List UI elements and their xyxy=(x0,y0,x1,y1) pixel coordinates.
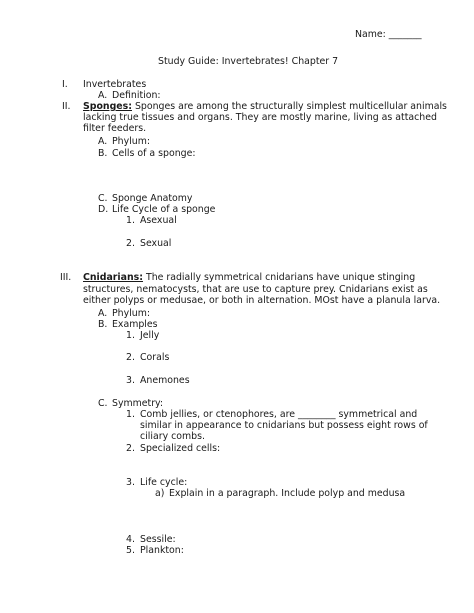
comb-jellies-text: similar in appearance to cnidarians but possess eight rows of xyxy=(140,420,428,431)
sponge-cells-label: Cells of a sponge: xyxy=(112,148,196,159)
specialized-cells-label: Specialized cells: xyxy=(140,443,221,454)
section-number: II. xyxy=(62,101,71,112)
cnidarians-intro xyxy=(83,272,415,283)
sponge-life-cycle-label: Life Cycle of a sponge xyxy=(112,204,216,215)
cnidarians-description: structures, nematocysts, that are use to capture prey. Cnidarians exist as xyxy=(83,284,428,295)
sponges-description: lacking true tissues and organs. They are mostly marine, living as attached xyxy=(83,112,437,123)
page-title: Study Guide: Invertebrates! Chapter 7 xyxy=(158,56,339,67)
outline-letter: B. xyxy=(98,148,108,159)
outline-number: 4. xyxy=(126,534,135,545)
outline-letter: A. xyxy=(98,90,108,101)
cnidarians-term: Cnidarians: xyxy=(83,272,143,283)
outline-number: 2. xyxy=(126,352,135,363)
section-number: I. xyxy=(62,79,68,90)
outline-number: 3. xyxy=(126,375,135,386)
sexual-label: Sexual xyxy=(140,238,172,249)
name-field-label: Name: _______ xyxy=(355,29,422,40)
life-cycle-label: Life cycle: xyxy=(140,477,188,488)
anemones-label: Anemones xyxy=(140,375,190,386)
cnidarians-description: The radially symmetrical cnidarians have unique stinging xyxy=(142,272,416,283)
outline-number: 3. xyxy=(126,477,135,488)
phylum-label: Phylum: xyxy=(112,308,150,319)
sponges-intro xyxy=(83,101,447,112)
cnidarians-description: either polyps or medusae, or both in alternation. MOst have a planula larva. xyxy=(83,295,441,306)
outline-number: 2. xyxy=(126,443,135,454)
outline-number: 1. xyxy=(126,330,135,341)
sessile-label: Sessile: xyxy=(140,534,176,545)
section-number: III. xyxy=(60,272,72,283)
asexual-label: Asexual xyxy=(140,215,177,226)
outline-number: 1. xyxy=(126,409,135,420)
outline-letter: A. xyxy=(98,308,108,319)
sponges-description: Sponges are among the structurally simplest multicellular animals xyxy=(131,101,447,112)
outline-letter: D. xyxy=(98,204,109,215)
comb-jellies-text: Comb jellies, or ctenophores, are ________ symmetrical and xyxy=(140,409,418,420)
examples-label: Examples xyxy=(112,319,158,330)
explain-prompt: Explain in a paragraph. Include polyp and medusa xyxy=(169,488,406,499)
corals-label: Corals xyxy=(140,352,170,363)
sponge-anatomy-label: Sponge Anatomy xyxy=(112,193,193,204)
outline-letter: A. xyxy=(98,136,108,147)
symmetry-label: Symmetry: xyxy=(112,398,164,409)
section-title: Invertebrates xyxy=(83,79,147,90)
outline-letter: C. xyxy=(98,193,108,204)
outline-number: 5. xyxy=(126,545,135,556)
outline-letter: C. xyxy=(98,398,108,409)
sponges-term: Sponges: xyxy=(83,101,132,112)
sponges-description: filter feeders. xyxy=(83,123,147,134)
outline-number: 2. xyxy=(126,238,135,249)
phylum-label: Phylum: xyxy=(112,136,150,147)
jelly-label: Jelly xyxy=(140,330,160,341)
outline-sub-letter: a) xyxy=(155,488,165,499)
comb-jellies-text: ciliary combs. xyxy=(140,431,205,442)
plankton-label: Plankton: xyxy=(140,545,184,556)
definition-label: Definition: xyxy=(112,90,161,101)
outline-number: 1. xyxy=(126,215,135,226)
outline-letter: B. xyxy=(98,319,108,330)
